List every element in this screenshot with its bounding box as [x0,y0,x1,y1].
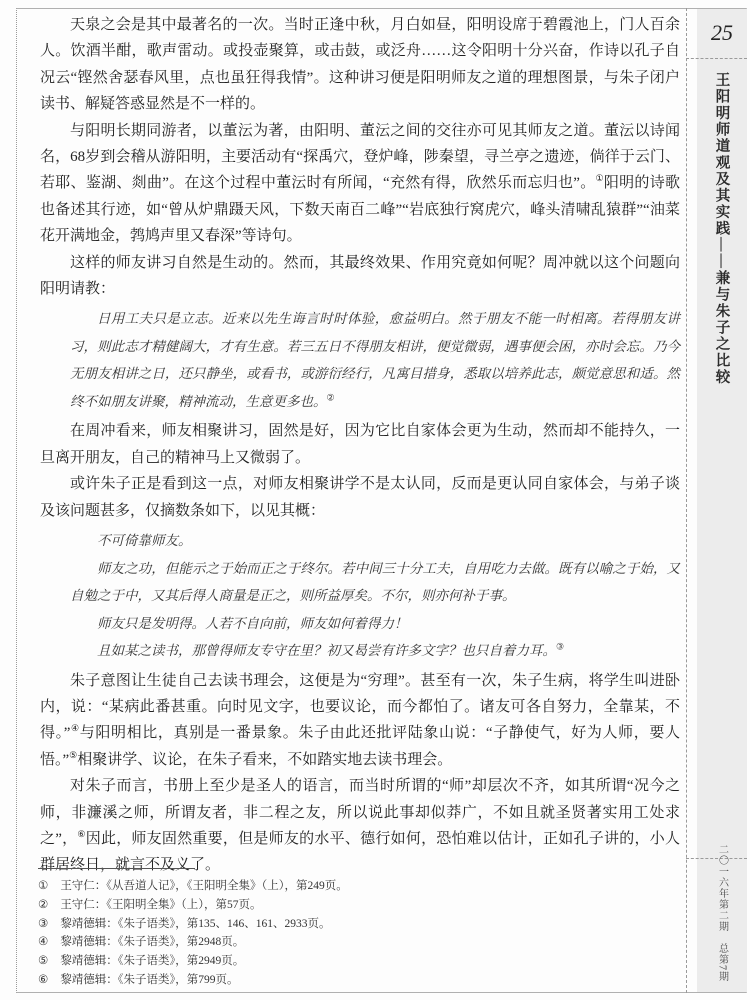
footnote-item [38,915,658,934]
body-paragraph: 与阳明长期同游者，以董沄为著，由阳明、董沄之间的交往亦可见其师友之道。董沄以诗闻名，68岁到会稽从游阳明，主要活动有“探禹穴，登炉峰，陟秦望，寻兰亭之遗迹，倘徉于云门、若耶、鉴湖、剡曲”。在这个过程中董沄时有所闻，“充然有得，欣然乐而忘归也”。①阳明的诗歌也备述其行迹，如“曾从炉鼎蹑天风，下数天南百二峰”“岩底独行窝虎穴，峰头清啸乱猿群”“油菜花开满地金，鹁鸠声里又春深”等诗句。 [40,122,680,245]
journal-issue-vertical: 二〇一六年第二期 总第7期 [716,844,728,982]
footnote-text: 黎靖德辑：《朱子语类》，第2948页。 [60,936,245,949]
footnote-item [38,952,658,971]
footnote-divider [38,868,195,869]
quote-paragraph: 师友之功，但能示之于始而正之于终尔。若中间三十分工夫，自用吃力去做。既有以喻之于始，又自勉之于中，又其后得人商量是正之，则所益厚矣。不尔，则亦何补于事。 [70,560,680,604]
article-title-vertical: 王阳明师道观及其实践——兼与朱子之比较 [713,72,730,386]
footnote-ref: ④ [70,723,80,734]
body-paragraph: 朱子意图让生徒自己去读书理会，这便是为“穷理”。甚至有一次，朱子生病，将学生叫进卧内，说：“某病此番甚重。向时见文字，也要议论，而今都怕了。诸友可各自努力，全靠某，不得。”④与阳明相比，真别是一番景象。朱子由此还批评陆象山说：“子静使气，好为人师，要人悟。”⑤相聚讲学、议论，在朱子看来，不如踏实地去读书理会。 [40,672,680,768]
sidebar-divider [686,8,687,993]
body-paragraph: 在周冲看来，师友相聚讲习，固然是好，因为它比自家体会更为生动，然而却不能持久，一旦离开朋友，自己的精神马上又微弱了。 [40,423,680,466]
footnote-marker: ④ [38,936,49,949]
body-paragraph: 或许朱子正是看到这一点，对师友相聚讲学不是太认同，反而是更认同自家体会，与弟子谈及该问题甚多，仅摘数条如下，以见其概： [40,476,680,519]
footnote-ref: ⑤ [69,749,78,760]
footnote-text: 王守仁：《从吾道人记》，《王阳明全集》（上），第249页。 [60,880,348,892]
footnote-text: 黎靖德辑：《朱子语类》，第135、146、161、2933页。 [60,917,331,930]
footnote-ref: ① [595,173,604,184]
footnotes-section [38,868,658,990]
quote-paragraph: 日用工夫只是立志。近来以先生诲言时时体验，愈益明白。然于朋友不能一时相离。若得朋友讲习，则此志才精健阔大，才有生意。若三五日不得朋友相讲，便觉微弱，遇事便会困，亦时会忘。乃今无朋友相讲之日，还只静坐，或看书，或游衍经行，凡寓目措身，悉取以培养此志，颇觉意思和适。然终不如朋友讲聚，精神流动，生意更多也。② [70,311,680,409]
sidebar-top-divider [686,58,747,59]
footnote-text: 黎靖德辑：《朱子语类》，第2949页。 [60,955,245,968]
article-body [40,9,680,879]
footnote-item [38,933,658,952]
body-paragraph: 对朱子而言，书册上至少是圣人的语言，而当时所谓的“师”却层次不齐，如其所谓“况今之师，非濂溪之师，所谓友者，非二程之友，所以说此事却似莽广，不如且就圣贤著实用工处求之”，⑥因此，师友固然重要，但是师友的水平、德行如何，恐怕难以估计，正如孔子讲的，小人群居终日，就言不及义了。 [40,778,680,874]
footnote-text: 王守仁：《王阳明全集》（上），第57页。 [60,898,262,911]
footnote-marker: ② [38,898,49,911]
footnote-list [38,877,658,990]
footnote-marker: ③ [38,917,49,930]
footnote-marker: ⑥ [38,973,49,986]
sidebar [697,9,747,992]
footnote-marker: ① [38,880,49,892]
footnote-text: 黎靖德辑：《朱子语类》，第799页。 [60,973,239,986]
footnote-ref: ② [326,392,335,403]
page-number: 25 [711,20,733,45]
footnote-item [38,896,658,915]
footnote-item [38,971,658,990]
quote-paragraph: 不可倚靠师友。 [97,533,192,549]
quote-paragraph: 且如某之读书，那曾得师友专守在里？初又曷尝有许多文字？也只自着力耳。③ [97,641,565,659]
quote-paragraph: 师友只是发明得。人若不自向前，师友如何着得力！ [97,615,408,631]
footnote-item [38,877,658,896]
body-paragraph: 这样的师友讲习自然是生动的。然而，其最终效果、作用究竟如何呢？周冲就以这个问题向阳明请教： [40,254,680,298]
footnote-ref: ③ [556,641,565,652]
body-paragraph: 天泉之会是其中最著名的一次。当时正逢中秋，月白如昼，阳明设席于碧霞池上，门人百余人。饮酒半酣，歌声雷动。或投壶聚算，或击鼓，或泛舟……这令阳明十分兴奋，作诗以孔子自况云“铿然舍瑟春风里，点也虽狂得我情”。这种讲习便是阳明师友之道的理想图景，与朱子闭户读书、解疑答惑显然是不一样的。 [40,17,680,113]
footnote-marker: ⑤ [38,955,49,968]
footnote-ref: ⑥ [77,829,86,840]
